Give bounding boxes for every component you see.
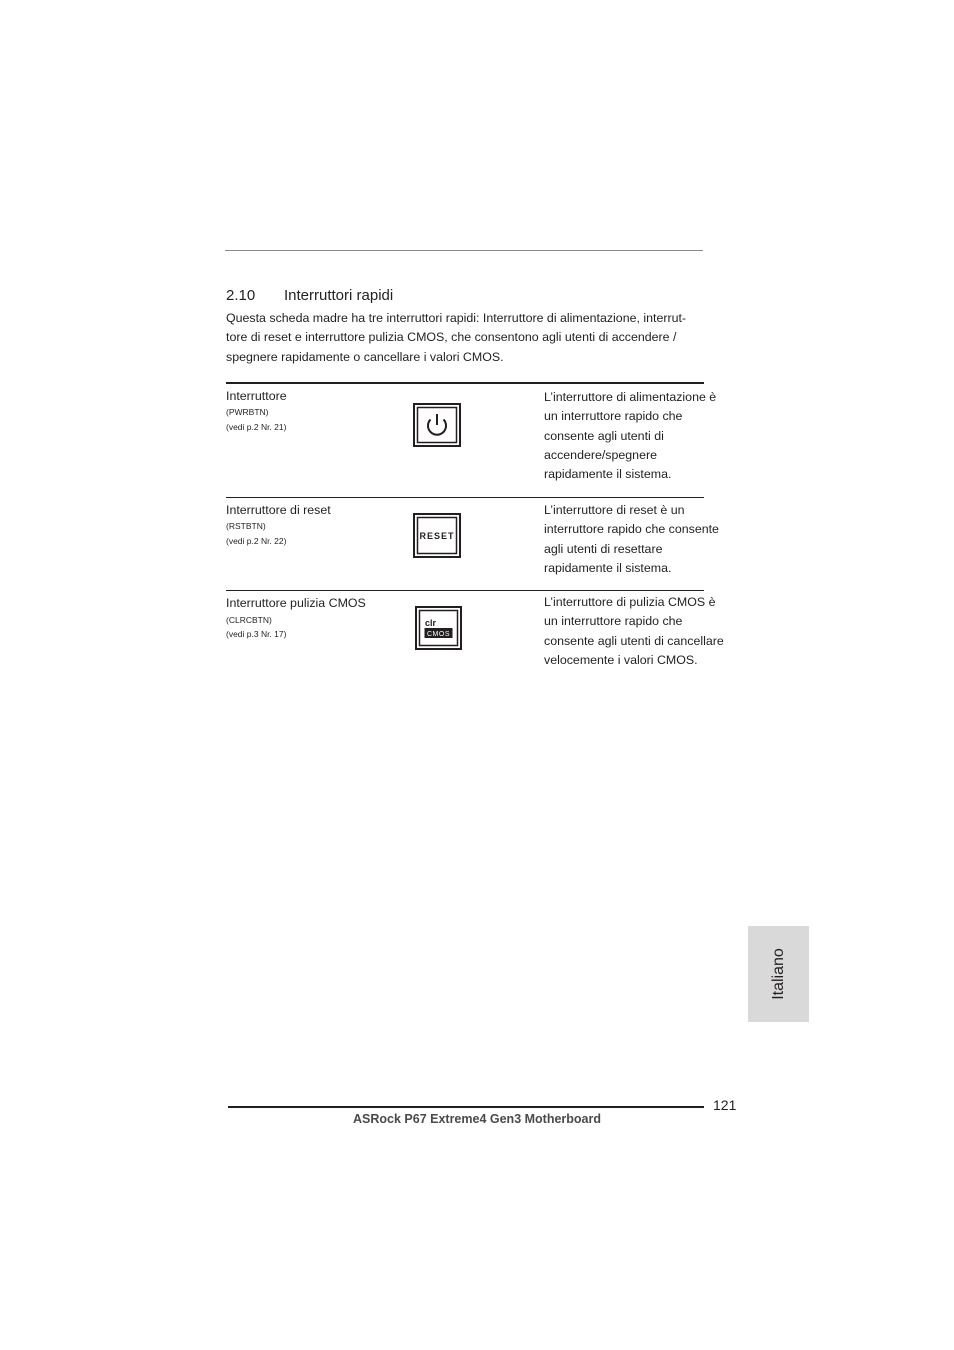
desc-line: rapidamente il sistema. (544, 467, 672, 482)
switch-name-power: Interruttore (226, 389, 287, 403)
clr-label: clr (425, 618, 437, 628)
desc-line: consente agli utenti di (544, 428, 664, 443)
cmos-label: CMOS (427, 631, 450, 638)
page-number: 121 (713, 1097, 737, 1113)
desc-line: consente agli utenti di cancellare (544, 633, 724, 648)
section-title: Interruttori rapidi (284, 287, 394, 304)
power-icon (413, 403, 461, 447)
switch-code-clrcmos: (CLRCBTN) (226, 615, 272, 625)
reset-icon-label: RESET (419, 531, 455, 541)
switch-ref-clrcmos: (vedi p.3 Nr. 17) (226, 629, 287, 639)
desc-line: L’interruttore di alimentazione è (544, 390, 717, 404)
intro-line: tore di reset e interruttore pulizia CMOS, che consentono agli utenti di accendere / (226, 330, 677, 345)
clr-cmos-icon (415, 606, 462, 650)
switch-name-clrcmos: Interruttore pulizia CMOS (226, 596, 366, 610)
desc-line: rapidamente il sistema. (544, 560, 672, 575)
row-divider (226, 590, 704, 591)
desc-line: un interruttore rapido che (544, 409, 683, 424)
switch-desc-reset (544, 501, 719, 578)
desc-line: accendere/spegnere (544, 447, 657, 462)
reset-icon (413, 513, 461, 558)
switch-code-power: (PWRBTN) (226, 407, 269, 417)
table-top-rule (226, 382, 704, 384)
switch-ref-reset: (vedi p.2 Nr. 22) (226, 536, 287, 546)
desc-line: interruttore rapido che consente (544, 522, 719, 537)
intro-line: spegnere rapidamente o cancellare i valori CMOS. (226, 349, 504, 364)
desc-line: agli utenti di resettare (544, 541, 663, 556)
switch-ref-power: (vedi p.2 Nr. 21) (226, 422, 287, 432)
footer-rule (228, 1106, 704, 1108)
intro-line: Questa scheda madre ha tre interruttori rapidi: Interruttore di alimentazione, interrut- (226, 311, 687, 325)
header-rule (225, 250, 703, 251)
desc-line: L’interruttore di reset è un (544, 503, 685, 517)
switch-desc-power (544, 388, 716, 484)
language-tab (748, 926, 809, 1022)
desc-line: L’interruttore di pulizia CMOS è (544, 595, 716, 609)
desc-line: un interruttore rapido che (544, 614, 683, 629)
row-divider (226, 497, 704, 498)
section-number: 2.10 (226, 287, 256, 304)
section-heading (226, 287, 393, 304)
language-tab-label: Italiano (769, 948, 787, 1000)
intro-paragraph (226, 309, 706, 367)
switch-name-reset: Interruttore di reset (226, 503, 331, 517)
footer-title: ASRock P67 Extreme4 Gen3 Motherboard (353, 1112, 601, 1126)
desc-line: velocemente i valori CMOS. (544, 652, 698, 667)
switch-code-reset: (RSTBTN) (226, 521, 266, 531)
switch-desc-clrcmos (544, 593, 724, 670)
